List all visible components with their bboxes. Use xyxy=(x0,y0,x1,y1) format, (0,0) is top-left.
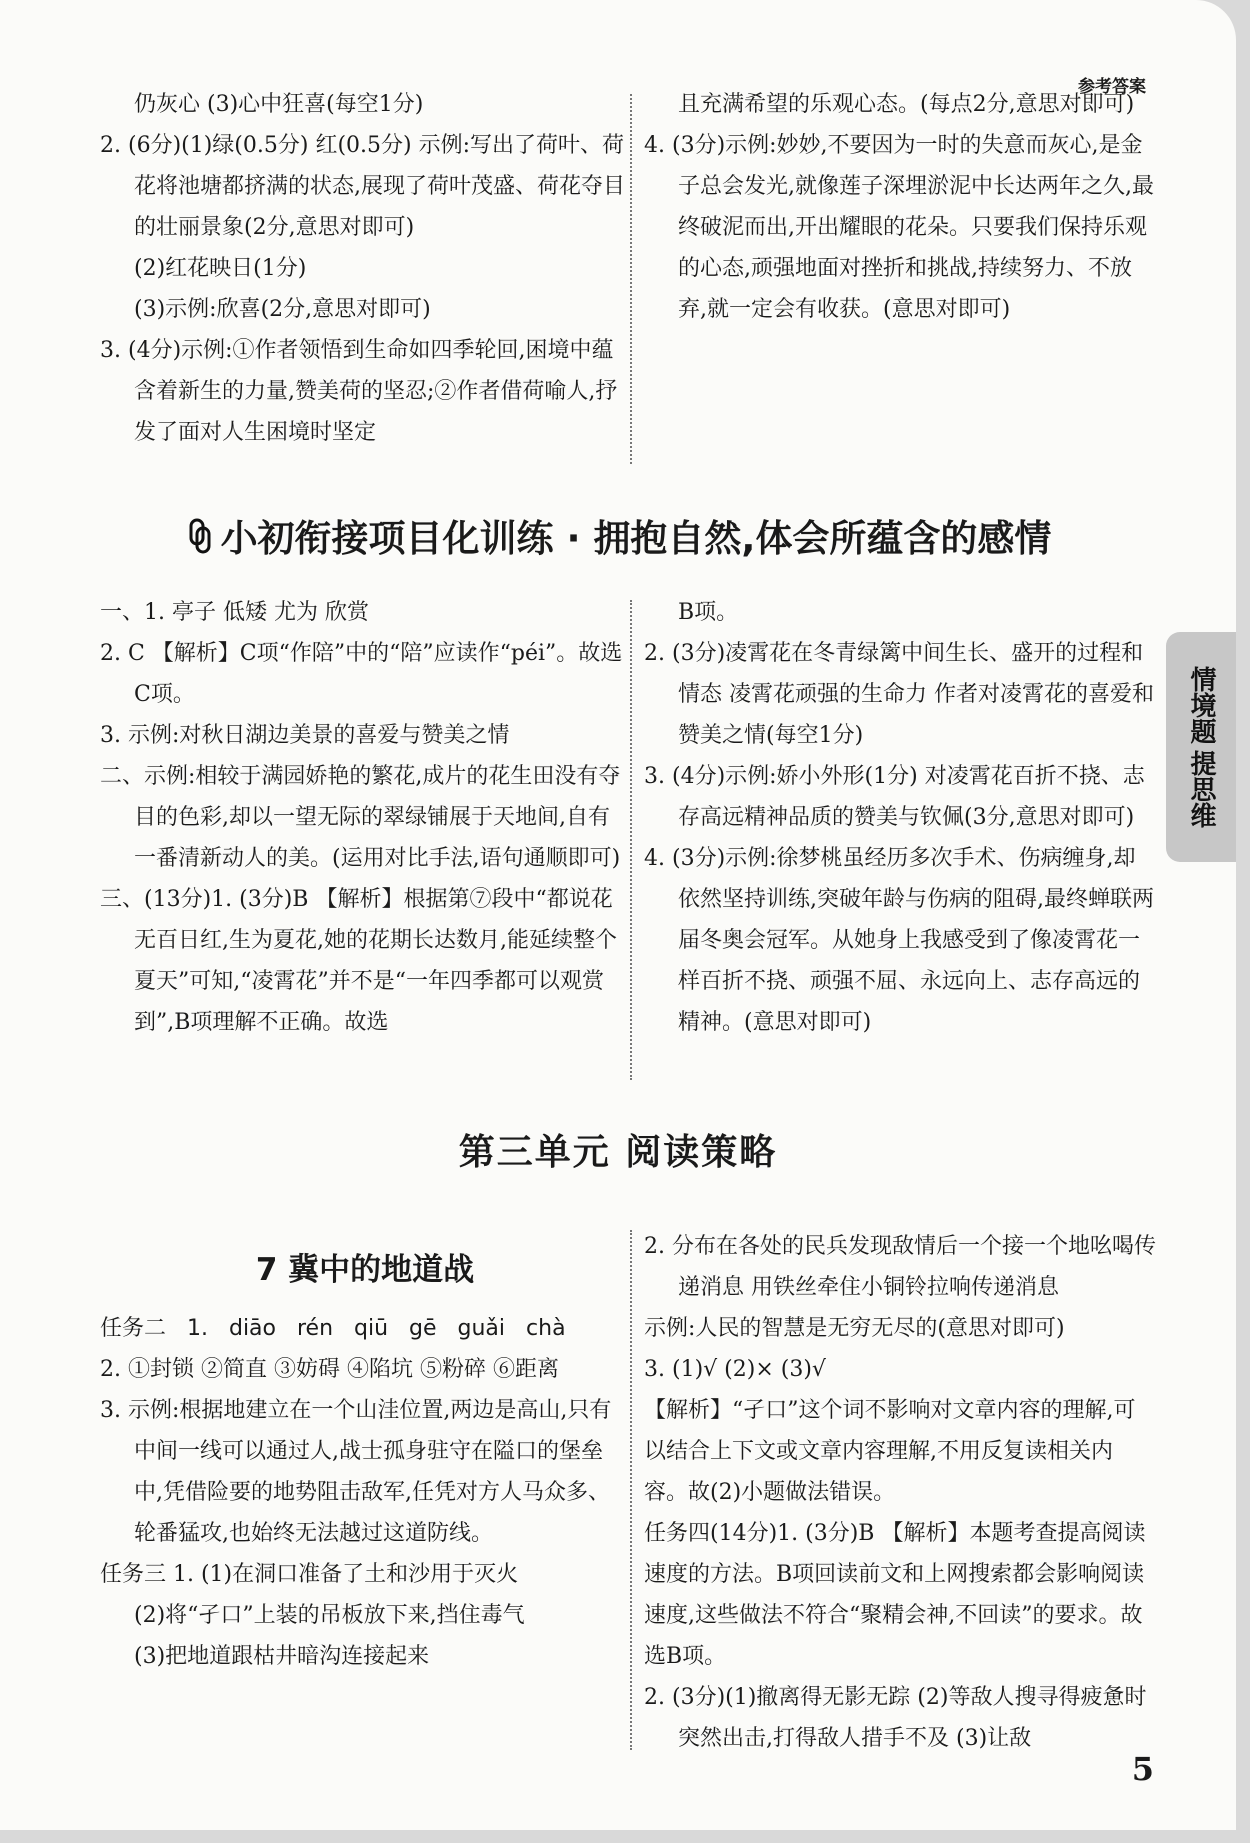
answer-item: 2. (3分)(1)撤离得无影无踪 (2)等敌人搜寻得疲惫时突然出击,打得敌人措手不及 (3)让敌 xyxy=(644,1685,1147,1751)
mid-left-column xyxy=(100,592,628,1043)
answer-line: (2)红花映日(1分) xyxy=(134,256,307,281)
answer-line: 仍灰心 (3)心中狂喜(每空1分) xyxy=(134,92,424,117)
answer-line: (2)将“孑口”上装的吊板放下来,挡住毒气 xyxy=(134,1603,525,1628)
side-tab xyxy=(1166,632,1236,862)
answer-item: 2. 分布在各处的民兵发现敌情后一个接一个地吆喝传递消息 用铁丝牵住小铜铃拉响传递消息 xyxy=(644,1234,1156,1300)
side-tab-line1: 情境题 xyxy=(1186,666,1216,744)
header-label: 参考答案 xyxy=(1078,77,1146,97)
lesson-title: 7 冀中的地道战 xyxy=(255,1252,475,1288)
unit-title: 第三单元 阅读策略 xyxy=(458,1132,778,1173)
page-number: 5 xyxy=(1131,1750,1154,1788)
answer-item: 4. (3分)示例:妙妙,不要因为一时的失意而灰心,是金子总会发光,就像莲子深埋淤泥中长达两年之久,最终破泥而出,开出耀眼的花朵。只要我们保持乐观的心态,顽强地面对挫折和挑战,持续努力、不放弃,就一定会有收获。(意思对即可) xyxy=(644,133,1154,322)
answer-item: 三、(13分)1. (3分)B 【解析】根据第⑦段中“都说花无百日红,生为夏花,她的花期长达数月,能延续整个夏天”可知,“凌霄花”并不是“一年四季都可以观赏到”,B项理解不正确。故选 xyxy=(100,887,617,1035)
column-divider xyxy=(630,94,632,464)
answer-item: 2. (3分)凌霄花在冬青绿篱中间生长、盛开的过程和情态 凌霄花顽强的生命力 作者对凌霄花的喜爱和赞美之情(每空1分) xyxy=(644,641,1154,748)
answer-item: 3. 示例:根据地建立在一个山洼位置,两边是高山,只有中间一线可以通过人,战士孤身驻守在隘口的堡垒中,凭借险要的地势阻击敌军,任凭对方人马众多、轮番猛攻,也始终无法越过这道防线。 xyxy=(100,1398,612,1546)
answer-line: 3. (1)√ (2)× (3)√ xyxy=(644,1357,826,1382)
column-divider xyxy=(630,1230,632,1750)
answer-item: 4. (3分)示例:徐梦桃虽经历多次手术、伤病缠身,却依然坚持训练,突破年龄与伤病的阻碍,最终蝉联两届冬奥会冠军。从她身上我感受到了像凌霄花一样百折不挠、顽强不屈、永远向上、志存高远的精神。(意思对即可) xyxy=(644,846,1154,1035)
answer-line: 且充满希望的乐观心态。(每点2分,意思对即可) xyxy=(678,92,1135,117)
answer-line: (3)把地道跟枯井暗沟连接起来 xyxy=(134,1644,430,1669)
side-tab-line2: 提思维 xyxy=(1186,750,1216,828)
answer-item: 2. C 【解析】C项“作陪”中的“陪”应读作“péi”。故选C项。 xyxy=(100,641,623,707)
mid-right-column xyxy=(644,592,1156,1043)
answer-line: 任务四(14分)1. (3分)B 【解析】本题考查提高阅读速度的方法。B项回读前文和上网搜索都会影响阅读速度,这些做法不符合“聚精会神,不回读”的要求。故选B项。 xyxy=(644,1521,1146,1669)
answer-item: 2. (6分)(1)绿(0.5分) 红(0.5分) 示例:写出了荷叶、荷花将池塘都挤满的状态,展现了荷叶茂盛、荷花夺目的壮丽景象(2分,意思对即可) xyxy=(100,133,625,240)
answer-item: 3. (4分)示例:娇小外形(1分) 对凌霄花百折不挠、志存高远精神品质的赞美与钦佩(3分,意思对即可) xyxy=(644,764,1145,830)
answer-line: 一、1. 亭子 低矮 尤为 欣赏 xyxy=(100,600,369,625)
column-divider xyxy=(630,600,632,1080)
answer-line: 3. 示例:对秋日湖边美景的喜爱与赞美之情 xyxy=(100,723,510,748)
answer-line: 示例:人民的智慧是无穷无尽的(意思对即可) xyxy=(644,1316,1065,1341)
answer-item: 二、示例:相较于满园娇艳的繁花,成片的花生田没有夺目的色彩,却以一望无际的翠绿铺展于天地间,自有一番清新动人的美。(运用对比手法,语句通顺即可) xyxy=(100,764,621,871)
answer-line: (3)示例:欣喜(2分,意思对即可) xyxy=(134,297,431,322)
section-title-text: 小初衔接项目化训练 · 拥抱自然,体会所蕴含的感情 xyxy=(220,517,1052,560)
top-right-column xyxy=(644,84,1156,330)
answer-line: 【解析】“孑口”这个词不影响对文章内容的理解,可以结合上下文或文章内容理解,不用反复读相关内容。故(2)小题做法错误。 xyxy=(644,1398,1136,1505)
answer-line: 任务二 1. diāo rén qiū gē guǎi chà xyxy=(100,1316,566,1341)
answer-line: B项。 xyxy=(678,600,739,625)
bottom-right-column xyxy=(644,1226,1156,1759)
answer-item: 3. (4分)示例:①作者领悟到生命如四季轮回,困境中蕴含着新生的力量,赞美荷的坚忍;②作者借荷喻人,抒发了面对人生困境时坚定 xyxy=(100,338,618,445)
answer-line: 任务三 1. (1)在洞口准备了土和沙用于灭火 xyxy=(100,1562,519,1587)
answer-item: 2. ①封锁 ②简直 ③妨碍 ④陷坑 ⑤粉碎 ⑥距离 xyxy=(100,1357,559,1382)
bottom-left-column xyxy=(100,1308,628,1677)
link-icon xyxy=(185,517,215,564)
top-left-column xyxy=(100,84,628,453)
section-title xyxy=(0,508,1236,564)
